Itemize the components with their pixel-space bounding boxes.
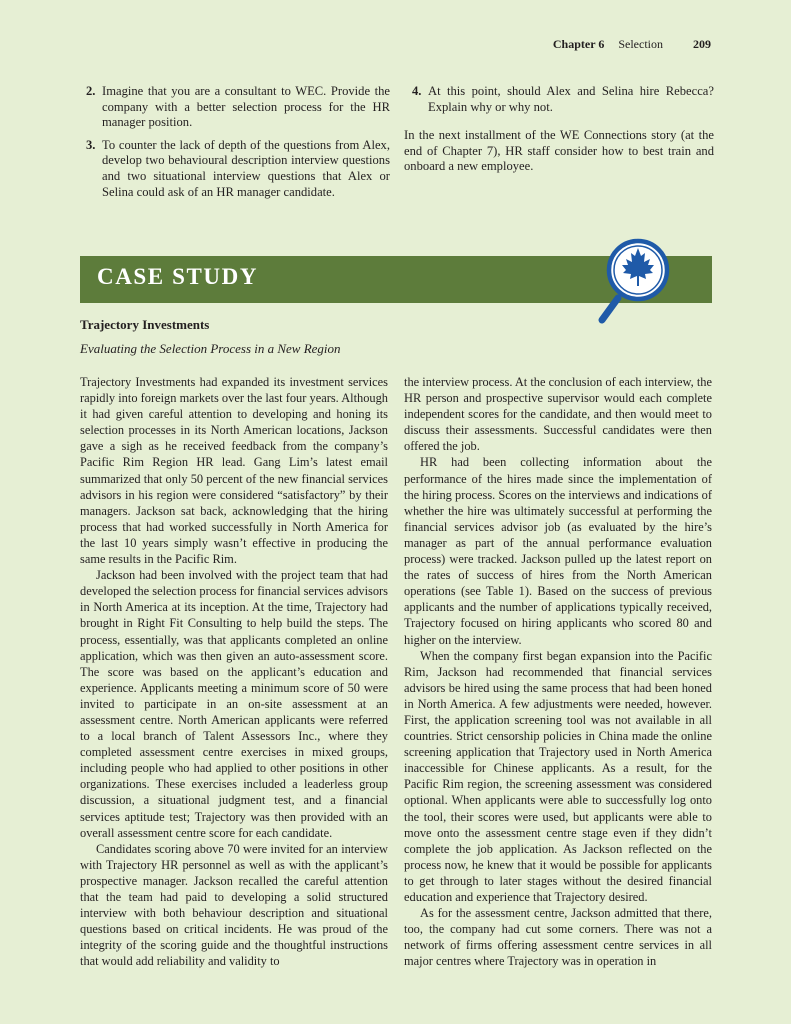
question-number: 4. (412, 84, 422, 98)
body-paragraph: the interview process. At the conclusion of each interview, the HR person and prospective supervisor would each complete independent scores for the candidate, and then would meet to discuss their assessments. Successful candidates were then offered the job. (404, 375, 712, 454)
question-number: 2. (86, 84, 96, 98)
page-number: 209 (693, 37, 711, 51)
body-paragraph: Jackson had been involved with the project team that had developed the selection process for financial services advisors in North America at its inception. At the time, Trajectory had brought in Right Fit Consulting to help build the steps. The process, essentially, was that applicants completed an online application, which was then given an auto-assessment score. The score was based on the applicant’s education and experience. Applicants meeting a minimum score of 50 were invited to participate in an on-site assessment at an assessment centre. North American applicants were referred to a local branch of Talent Assessors Inc., where they completed assessment centre exercises in mixed groups, including people who had applied to other positions in other organizations. These exercises included a leaderless group discussion, a situational judgment test, and a financial services aptitude test; Trajectory was then provided with an overall assessment centre score for each candidate. (80, 568, 388, 840)
section-label: Selection (618, 37, 663, 51)
question-number: 3. (86, 137, 96, 152)
body-paragraph: HR had been collecting information about the performance of the hires made since the implementation of the hiring process. Scores on the interviews and indications of whether the hire was ultimately successful at performing the financial services advisor job (as evaluated by the hire’s manager as part of the annual performance evaluation process) were tracked. Jackson pulled up the latest report on the rates of success of hires from the North American operations (see Table 1). Based on the success of previous applicants and the number of applications typically received, Trajectory focused on hiring applicants who scored 80 and higher on the interview. (404, 455, 712, 647)
question-text: Imagine that you are a consultant to WEC. Provide the company with a better selection process for the HR manager position. (102, 84, 390, 130)
question-item (80, 84, 390, 131)
case-body-left-column (80, 374, 388, 969)
question-text: At this point, should Alex and Selina hire Rebecca? Explain why or why not. (428, 84, 714, 114)
chapter-label: Chapter 6 (552, 37, 605, 51)
questions-right-column (404, 84, 714, 175)
questions-left-column (80, 84, 390, 207)
running-head (553, 37, 711, 52)
body-paragraph: Trajectory Investments had expanded its investment services rapidly into foreign markets over the last four years. Although it had given careful attention to developing and honing its selection processes in its North American locations, Jackson gave a sigh as he received feedback from the company’s Pacific Rim Region HR lead. Gang Lim’s latest email summarized that only 50 percent of the new financial services advisors in his region were considered “satisfactory” by their managers. Jackson sat back, acknowledging that the hiring process that had worked successfully in North America for the last 10 years simply wasn’t effective in producing the same results in the Pacific Rim. (80, 375, 388, 567)
case-body-right-column (404, 374, 712, 969)
next-installment-note: In the next installment of the WE Connections story (at the end of Chapter 7), HR staff consider how to best train and onboard a new employee. (404, 128, 714, 174)
question-item (404, 84, 714, 115)
body-paragraph: As for the assessment centre, Jackson admitted that there, too, the company had cut some corners. There was not a network of firms offering assessment centre services in all major centres where Trajectory was in operation in (404, 906, 712, 969)
case-study-subtitle: Evaluating the Selection Process in a New Region (80, 341, 341, 356)
body-paragraph: When the company first began expansion into the Pacific Rim, Jackson had recommended that financial services advisors be hired using the same process that had been honed in North America. A few adjustments were needed, however. First, the application screening tool was not available in all countries. Strict censorship policies in China made the online screening application that Trajectory used in North America inaccessible for Chinese applicants. As a result, for the Pacific Rim region, the screening assessment was considered optional. When applicants were able to successfully log onto the tool, their scores were used, but applicants were able to move onto the assessment centre stage even if they didn’t complete the job application. As Jackson reflected on the process now, he knew that it would be possible for applicants to get through to later stages without the desired financial education and experience that Trajectory desired. (404, 648, 712, 904)
magnifier-maple-leaf-icon (598, 234, 678, 326)
question-item (80, 138, 390, 200)
case-study-title: Trajectory Investments (80, 317, 210, 332)
body-paragraph: Candidates scoring above 70 were invited for an interview with Trajectory HR personnel as well as with the applicant’s prospective manager. Jackson recalled the careful attention that the team had paid to developing a solid structured interview with both behaviour description and situational questions based on critical incidents. He was proud of the integrity of the scoring guide and the thoughtful instructions that would add reliability and validity to (80, 841, 388, 969)
case-study-banner-title: CASE STUDY (97, 264, 259, 289)
question-text: To counter the lack of depth of the questions from Alex, develop two behavioural description interview questions and two situational interview questions that Alex or Selina could ask of an HR manager candidate. (102, 137, 390, 199)
